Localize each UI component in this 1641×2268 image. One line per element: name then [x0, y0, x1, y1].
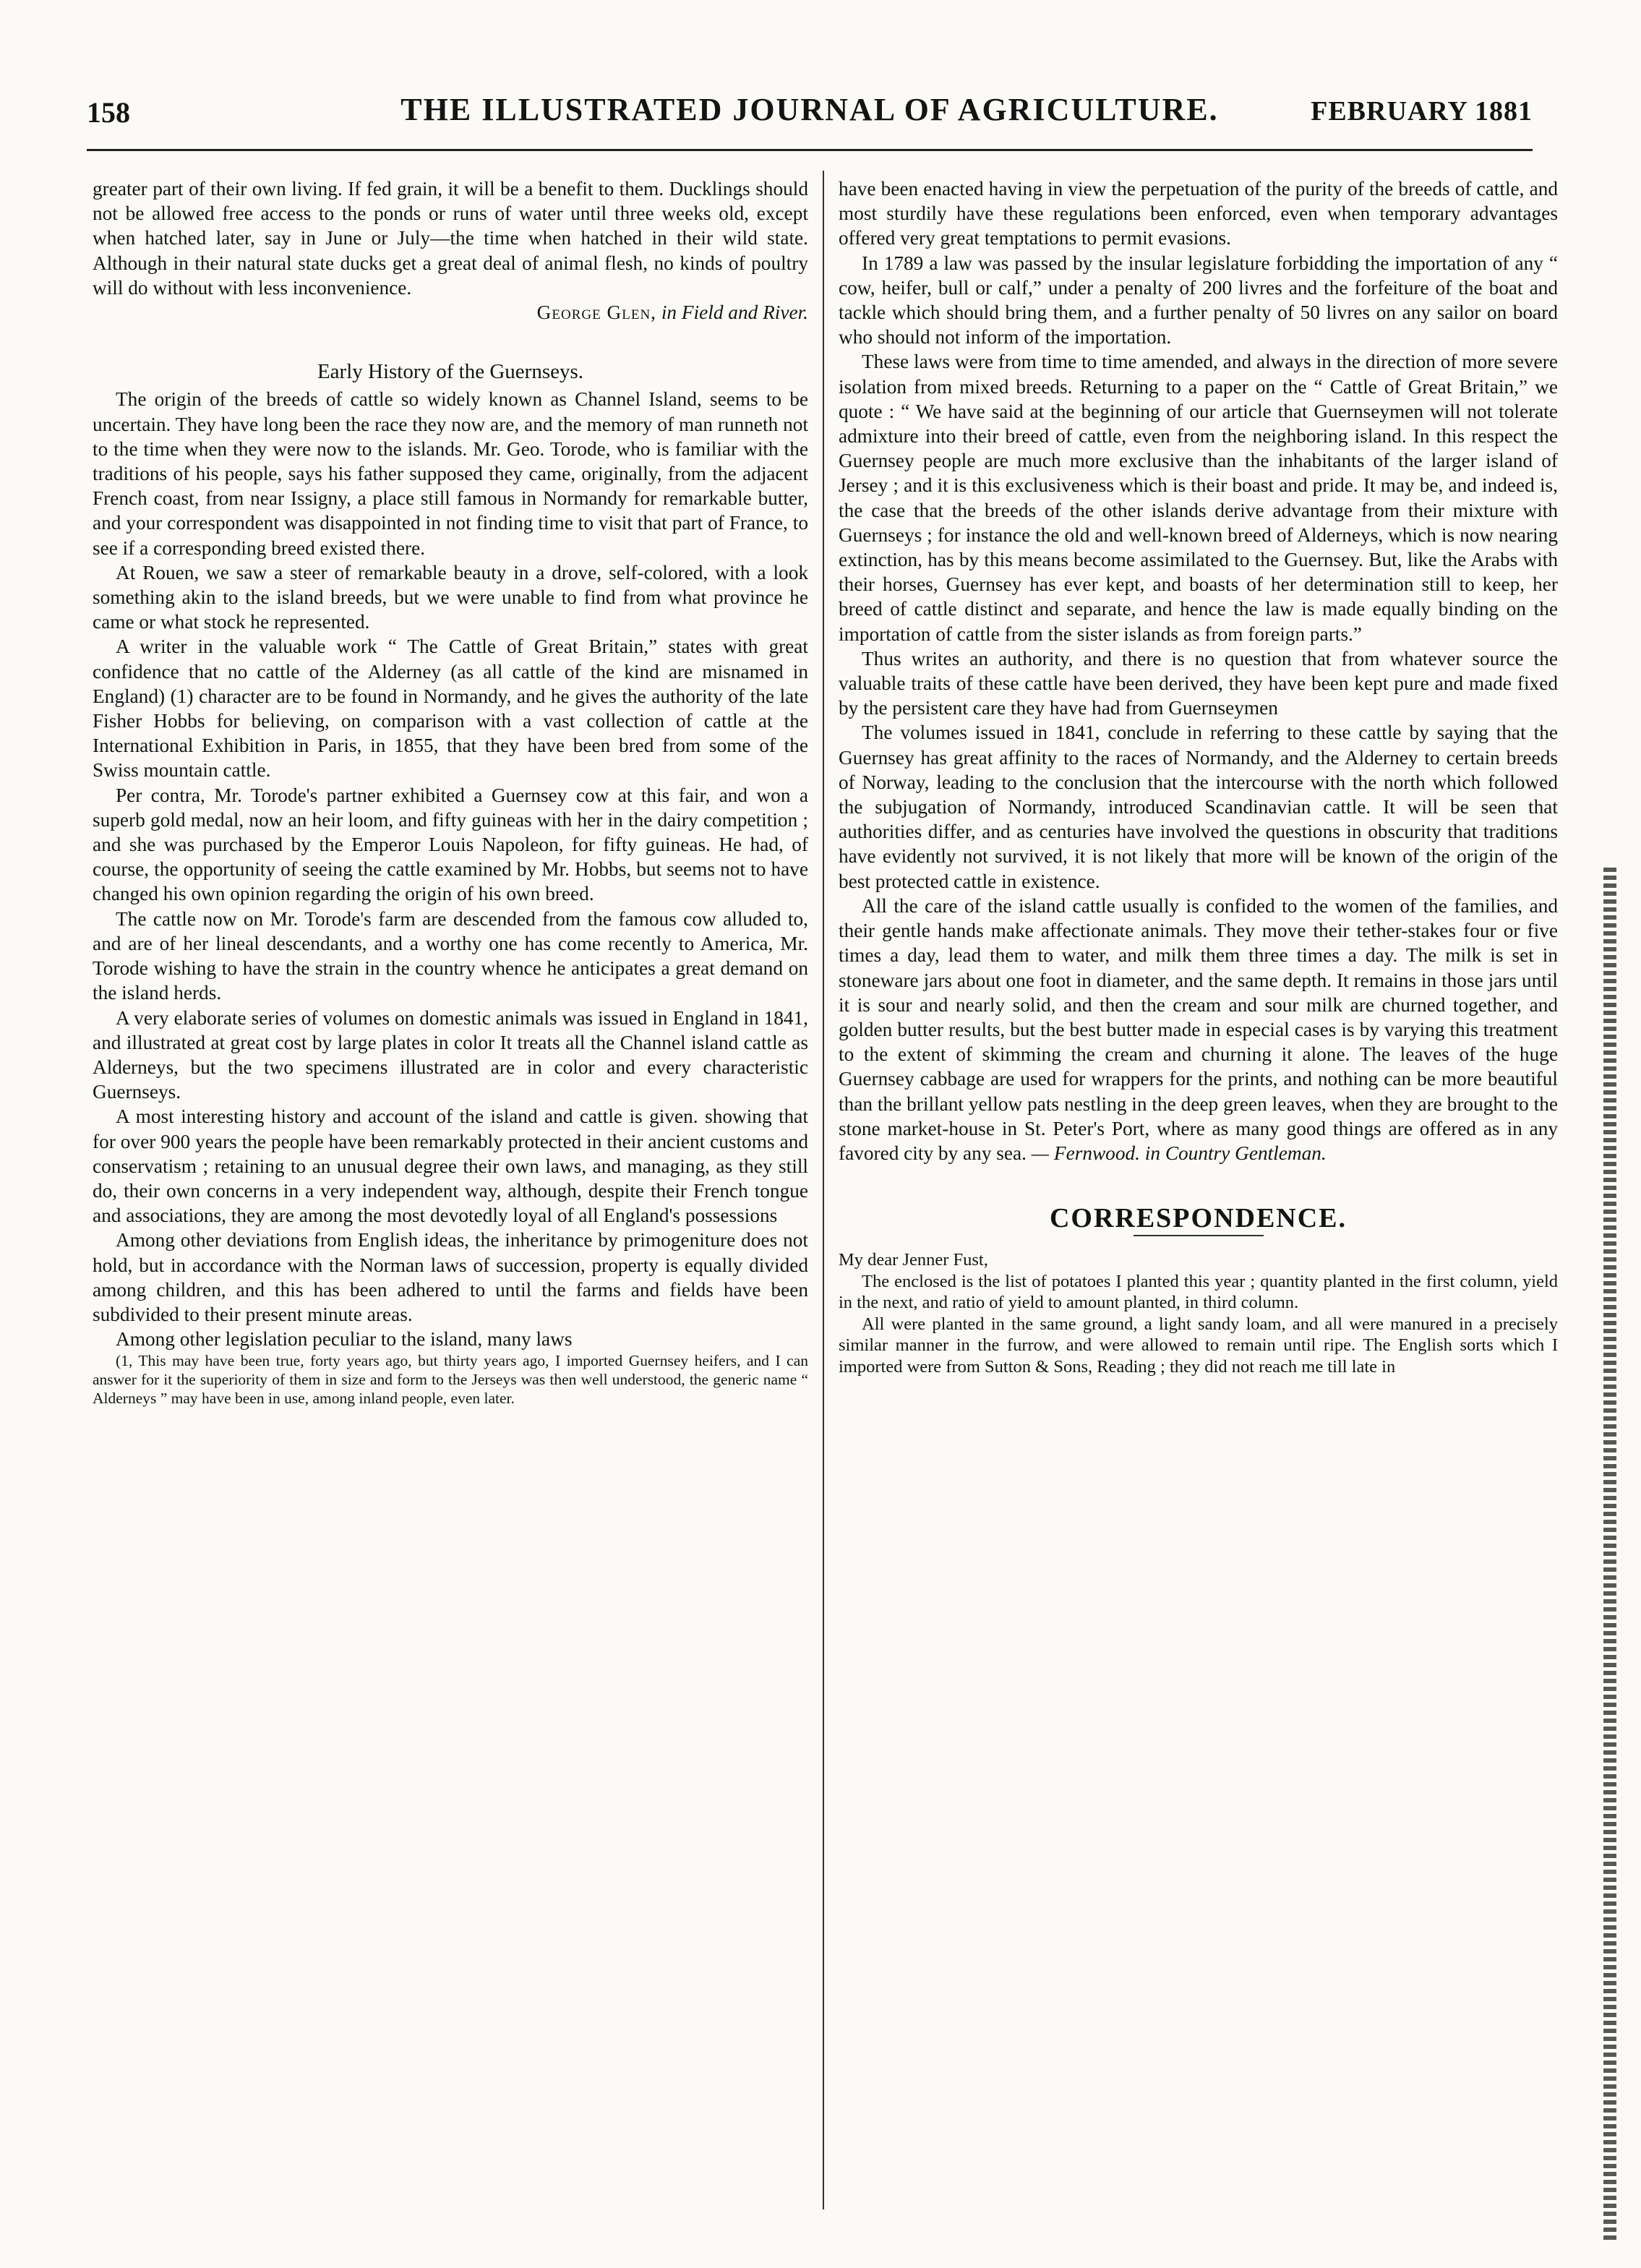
signature-source: in Field and River.: [656, 301, 808, 324]
paragraph: Per contra, Mr. Torode's partner exhibited a Guernsey cow at this fair, and won a superb gold medal, now an heir loom, and fifty guineas with her in the dairy competition ; and she was purchased by the Emperor Louis Napoleon, for fifty guineas. He had, of course, the opportunity of seeing the cattle examined by Mr. Hobbs, but seems not to have changed his own opinion regarding the origin of his own breed.: [93, 784, 808, 905]
signature-author: George Glen,: [536, 301, 656, 324]
paragraph: A most interesting history and account of the island and cattle is given. showing that for over 900 years the people have been remarkably protected in their ancient customs and conservatism ; retaining to an unusual degree their own laws, and managing, as they still do, their own concerns in a very independent way, although, despite their French tongue and associations, they are among the most devotedly loyal of all England's possessions: [93, 1105, 808, 1227]
paragraph: A very elaborate series of volumes on domestic animals was issued in England in 1841, and illustrated at great cost by large plates in color It treats all the Channel island cattle as Alderneys, but the two specimens illustrated are in color and every characteristic Guernseys.: [93, 1006, 808, 1103]
section-heading: CORRESPONDENCE.: [1049, 1203, 1347, 1234]
paragraph: All were planted in the same ground, a light sandy loam, and all were manured in a precisely similar manner in the furrow, and were allowed to remain until ripe. The English sorts which I imported were from Sutton & Sons, Reading ; they did not reach me till late in: [839, 1314, 1558, 1377]
paragraph: Thus writes an authority, and there is no question that from whatever source the valuable traits of these cattle have been derived, they have been kept pure and made fixed by the persistent care they have had from Guernseymen: [839, 647, 1558, 719]
paragraph: In 1789 a law was passed by the insular legislature forbidding the importation of any “ cow, heifer, bull or calf,” under a penalty of 200 livres and the forfeiture of the boat and tackle which should bring them, and a further penalty of 50 livres on any sailor on board who should not inform of the importation.: [839, 252, 1558, 348]
right-column: [839, 176, 1558, 1377]
salutation: My dear Jenner Fust,: [839, 1250, 988, 1270]
signature: [93, 300, 808, 325]
paragraph: These laws were from time to time amended, and always in the direction of more severe isolation from mixed breeds. Returning to a paper on the “ Cattle of Great Britain,” we quote : “ We have said at the beginning of our article that Guernseymen will not tolerate admixture into their breed of cattle, even from the neighboring island. In this respect the Guernsey people are much more exclusive than the inhabitants of the larger island of Jersey ; and it is this exclusiveness which is their boast and pride. It may be, and indeed is, the case that the breeds of the other islands derive advantage from their mixture with Guernseys ; for instance the old and well-known breed of Alderneys, which is now nearing extinction, has by this means become assimilated to the Guernsey. But, like the Arabs with their horses, Guernsey has ever kept, and boasts of her determination still to keep, her breed of cattle distinct and separate, and hence the law is made equally binding on the importation of cattle from the sister islands as from foreign parts.”: [839, 351, 1558, 645]
paragraph: A writer in the valuable work “ The Cattle of Great Britain,” states with great confidence that no cattle of the Alderney (as all cattle of the kind are misnamed in England) (1) character are to be found in Normandy, and he gives the authority of the late Fisher Hobbs for believing, on comparison with a vast collection of cattle at the International Exhibition in Paris, in 1855, that they have been bred from some of the Swiss mountain cattle.: [93, 636, 808, 782]
column-divider: [823, 171, 824, 2209]
footnote: (1, This may have been true, forty years ago, but thirty years ago, I imported Guernsey heifers, and I can answer for it the superiority of them in size and form to the Jerseys was then well understood, the generic name “ Alderneys ” may have been in use, among inland people, even later.: [93, 1352, 808, 1408]
paragraph: The enclosed is the list of potatoes I planted this year ; quantity planted in the first column, yield in the next, and ratio of yield to amount planted, in third column.: [839, 1271, 1558, 1313]
paragraph: The cattle now on Mr. Torode's farm are descended from the famous cow alluded to, and are of her lineal descendants, and a worthy one has come recently to America, Mr. Torode wishing to have the strain in the country whence he anticipates a great demand on the island herds.: [93, 907, 808, 1004]
page-number: 158: [87, 96, 130, 129]
paragraph: Among other deviations from English ideas, the inheritance by primogeniture does not hold, but in accordance with the Norman laws of succession, property is equally divided among children, and this has been adhered to until the farms and fields have been subdivided to their present minute areas.: [93, 1229, 808, 1325]
header-rule: [87, 149, 1533, 151]
page-header: [87, 91, 1533, 134]
journal-title: THE ILLUSTRATED JOURNAL OF AGRICULTURE.: [400, 92, 1219, 127]
paragraph: greater part of their own living. If fed grain, it will be a benefit to them. Ducklings should not be allowed free access to the ponds or runs of water until three weeks old, except when hatched later, say in June or July—the time when hatched in their wild state. Although in their natural state ducks get a great deal of animal flesh, no kinds of poultry will do without with less inconvenience.: [93, 178, 808, 299]
heading-rule: [1134, 1235, 1264, 1236]
issue-date: FEBRUARY 1881: [1311, 96, 1533, 127]
left-column: [93, 176, 808, 1408]
article-source: — Fernwood. in Country Gentleman.: [1026, 1142, 1327, 1164]
article-title: Early History of the Guernseys.: [317, 360, 584, 384]
page-edge-binding: [1603, 868, 1616, 2241]
paragraph: The volumes issued in 1841, conclude in referring to these cattle by saying that the Guernsey has great affinity to the races of Normandy, and the Alderney to certain breeds of Norway, leading to the conclusion that the intercourse with the north which followed the subjugation of Normandy, introduced Scandinavian cattle. It will be seen that authorities differ, and as centuries have involved the questions in obscurity that traditions have evidently not survived, it is not likely that more will be known of the origin of the best protected cattle in existence.: [839, 722, 1558, 892]
paragraph: Among other legislation peculiar to the island, many laws: [116, 1328, 573, 1351]
paragraph: The origin of the breeds of cattle so widely known as Channel Island, seems to be uncertain. They have long been the race they now are, and the memory of man runneth not to the time when they were now to the islands. Mr. Geo. Torode, who is familiar with the traditions of his people, says his father supposed they came, originally, from the adjacent French coast, from near Issigny, a place still famous in Normandy for remarkable butter, and your correspondent was disappointed in not finding time to visit that part of France, to see if a corresponding breed existed there.: [93, 388, 808, 559]
paragraph-text: All the care of the island cattle usually is confided to the women of the families, and their gentle hands make affectionate animals. They move their tether-stakes four or five times a day, lead them to water, and milk them three times a day. The milk is set in stoneware jars about one foot in diameter, and the same depth. It remains in those jars until it is sour and nearly solid, and then the cream and sour milk are churned together, and golden butter results, but the best butter made in especial cases is by varying this treatment to the extent of skimming the cream and churning it alone. The leaves of the huge Guernsey cabbage are used for wrappers for the prints, and nothing can be more beautiful than the brillant yellow pats nestling in the deep green leaves, when they are brought to the stone market-house in St. Peter's Port, where as many good things are offered as in any favored city by any sea.: [839, 894, 1558, 1164]
paragraph: have been enacted having in view the perpetuation of the purity of the breeds of cattle, and most sturdily have these regulations been enforced, even when temporary advantages offered very great temptations to permit evasions.: [839, 178, 1558, 249]
paragraph: [839, 894, 1558, 1165]
paragraph: At Rouen, we saw a steer of remarkable beauty in a drove, self-colored, with a look something akin to the island breeds, but we were unable to find from what province he came or what stock he represented.: [93, 561, 808, 633]
